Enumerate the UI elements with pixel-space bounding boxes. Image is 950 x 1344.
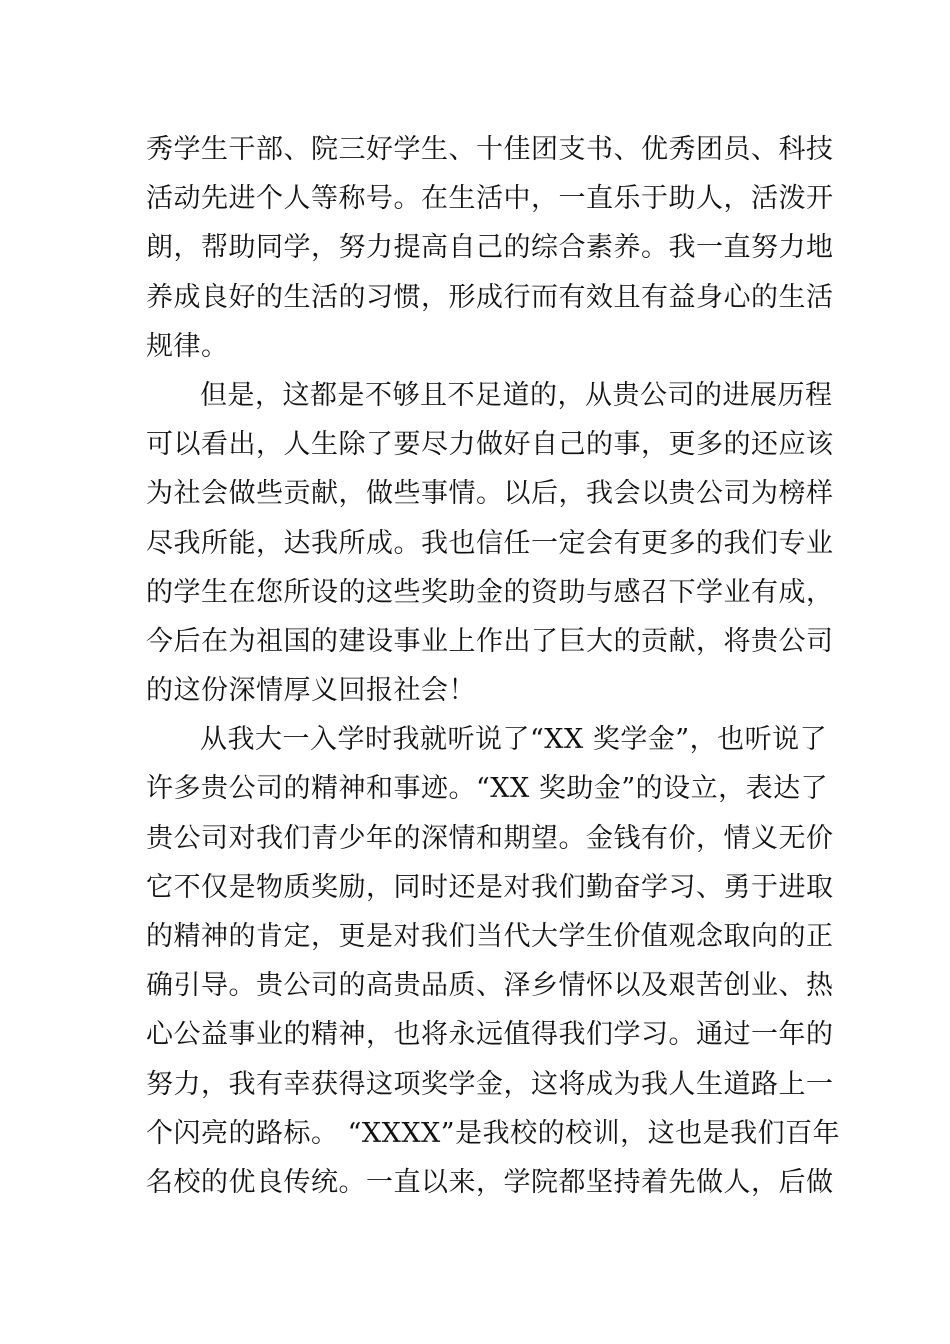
paragraph-first-line: 但是，这都是不够且不足道的，从贵公司的进展历程 <box>200 379 833 411</box>
text-line: 的学生在您所设的这些奖助金的资助与感召下学业有成， <box>146 576 834 608</box>
text-line: 许多贵公司的精神和事迹。“XX 奖助金”的设立，表达了 <box>146 773 829 805</box>
text-line: 心公益事业的精神，也将永远值得我们学习。通过一年的 <box>146 1019 834 1051</box>
text-line: 贵公司对我们青少年的深情和期望。金钱有价，情义无价 <box>146 822 834 854</box>
text-line: 的精神的肯定，更是对我们当代大学生价值观念取向的正 <box>146 921 834 952</box>
text-line: 今后在为祖国的建设事业上作出了巨大的贡献，将贵公司 <box>146 625 834 657</box>
body-text <box>146 125 841 1207</box>
text-line: 养成良好的生活的习惯，形成行而有效且有益身心的生活 <box>146 281 834 313</box>
text-line: 的这份深情厚义回报社会！ <box>146 675 476 707</box>
text-line: 秀学生干部、院三好学生、十佳团支书、优秀团员、科技 <box>146 134 834 165</box>
text-line: 尽我所能，达我所成。我也信任一定会有更多的我们专业 <box>146 527 834 559</box>
text-line: 可以看出，人生除了要尽力做好自己的事，更多的还应该 <box>146 429 834 461</box>
text-line: 名校的优良传统。一直以来，学院都坚持着先做人，后做 <box>146 1166 834 1198</box>
text-line: 它不仅是物质奖励，同时还是对我们勤奋学习、勇于进取 <box>146 871 834 903</box>
paragraph-first-line: 从我大一入学时我就听说了“XX 奖学金”，也听说了 <box>200 724 828 756</box>
text-line: 努力，我有幸获得这项奖学金，这将成为我人生道路上一 <box>146 1068 834 1100</box>
text-line: 个闪亮的路标。 “XXXX”是我校的校训，这也是我们百年 <box>146 1117 841 1149</box>
text-line: 规律。 <box>146 330 229 362</box>
text-line: 确引导。贵公司的高贵品质、泽乡情怀以及艰苦创业、热 <box>146 970 834 1002</box>
text-line: 活动先进个人等称号。在生活中，一直乐于助人，活泼开 <box>146 183 834 215</box>
text-line: 朗，帮助同学，努力提高自己的综合素养。我一直努力地 <box>146 232 834 264</box>
text-line: 为社会做些贡献，做些事情。以后，我会以贵公司为榜样 <box>146 478 834 510</box>
